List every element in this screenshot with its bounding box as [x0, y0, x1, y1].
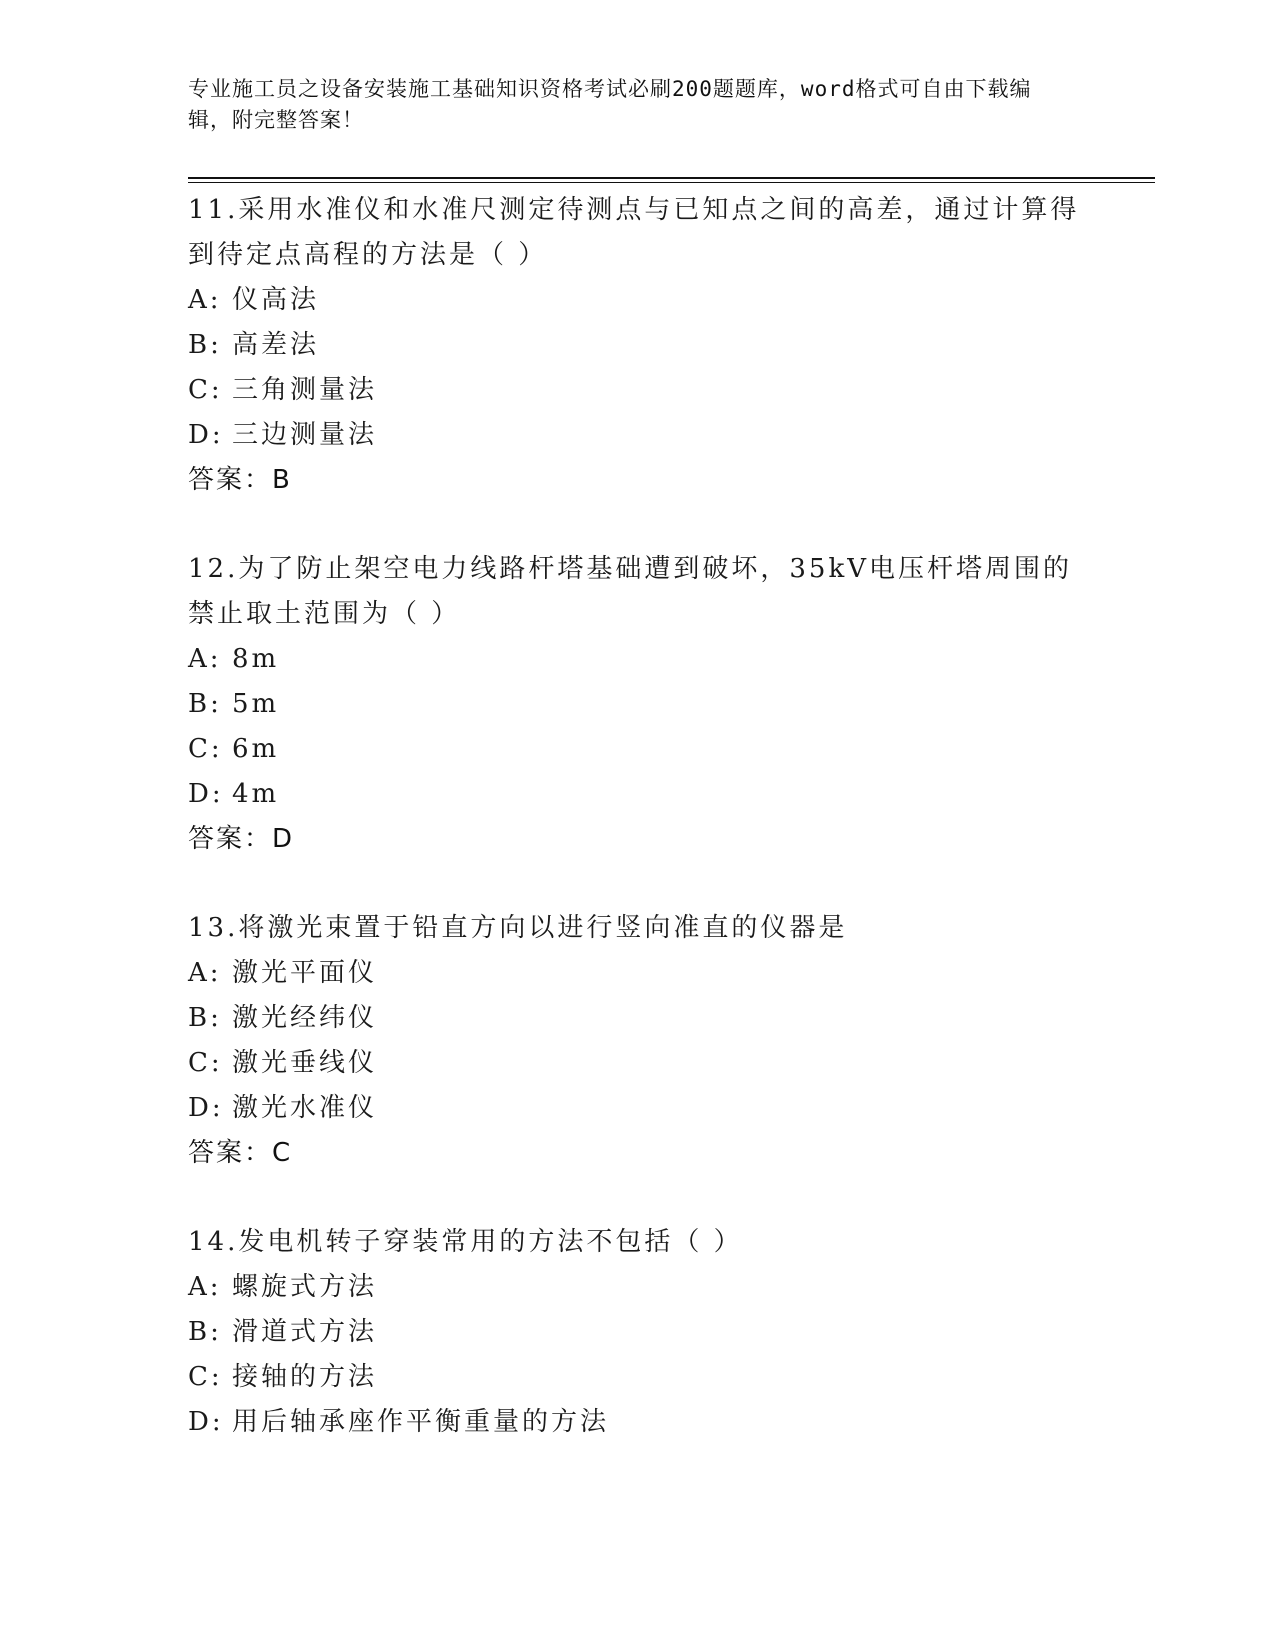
option-a — [188, 637, 1088, 682]
option-letter: C: — [188, 734, 223, 764]
question-number: 14. — [188, 1227, 239, 1257]
question-text — [188, 547, 1088, 637]
question-text — [188, 1220, 1088, 1265]
question-number: 12. — [188, 554, 239, 584]
question-number: 13. — [188, 913, 239, 943]
answer: 答案：B — [188, 465, 292, 495]
option-b — [188, 996, 1088, 1041]
option-c — [188, 727, 1088, 772]
option-letter: D: — [188, 420, 224, 450]
option-text: 滑道式方法 — [232, 1317, 378, 1347]
option-text: 激光水准仪 — [232, 1093, 378, 1123]
question-list — [188, 188, 1088, 1489]
option-b — [188, 323, 1088, 368]
answer: 答案：C — [188, 1138, 293, 1168]
document-header: 专业施工员之设备安装施工基础知识资格考试必刷200题题库，word格式可自由下载编辑，附完整答案！ — [188, 77, 1032, 132]
question-12 — [188, 547, 1088, 862]
option-text: 三边测量法 — [232, 420, 378, 450]
option-c — [188, 1041, 1088, 1086]
option-text: 三角测量法 — [232, 375, 378, 405]
question-13 — [188, 906, 1088, 1176]
question-14 — [188, 1220, 1088, 1445]
option-letter: B: — [188, 1003, 222, 1033]
option-letter: D: — [188, 1407, 224, 1437]
option-d — [188, 1086, 1088, 1131]
option-letter: A: — [188, 285, 222, 315]
option-text: 5m — [232, 689, 280, 719]
option-letter: B: — [188, 689, 222, 719]
option-text: 8m — [232, 644, 280, 674]
option-a — [188, 1265, 1088, 1310]
option-letter: A: — [188, 644, 222, 674]
option-letter: C: — [188, 375, 223, 405]
option-d — [188, 772, 1088, 817]
option-text: 激光经纬仪 — [232, 1003, 378, 1033]
option-letter: D: — [188, 779, 224, 809]
question-text — [188, 188, 1088, 278]
header-divider-thin — [188, 182, 1155, 183]
question-11 — [188, 188, 1088, 503]
option-letter: A: — [188, 1272, 222, 1302]
option-text: 螺旋式方法 — [232, 1272, 378, 1302]
option-text: 激光平面仪 — [232, 958, 378, 988]
question-body: 采用水准仪和水准尺测定待测点与已知点之间的高差，通过计算得到待定点高程的方法是（ ） — [188, 195, 1080, 270]
option-text: 4m — [232, 779, 280, 809]
option-d — [188, 1400, 1088, 1445]
question-number: 11. — [188, 195, 239, 225]
option-letter: B: — [188, 330, 222, 360]
option-d — [188, 413, 1088, 458]
option-text: 6m — [232, 734, 280, 764]
option-a — [188, 278, 1088, 323]
option-letter: C: — [188, 1048, 223, 1078]
option-text: 用后轴承座作平衡重量的方法 — [232, 1407, 610, 1437]
option-letter: B: — [188, 1317, 222, 1347]
option-text: 接轴的方法 — [232, 1362, 378, 1392]
option-text: 高差法 — [232, 330, 320, 360]
option-b — [188, 682, 1088, 727]
option-a — [188, 951, 1088, 996]
header-divider-thick — [188, 177, 1155, 179]
question-body: 发电机转子穿装常用的方法不包括（ ） — [238, 1227, 743, 1257]
option-letter: C: — [188, 1362, 223, 1392]
option-letter: D: — [188, 1093, 224, 1123]
option-c — [188, 1355, 1088, 1400]
question-text — [188, 906, 1088, 951]
question-body: 将激光束置于铅直方向以进行竖向准直的仪器是 — [238, 913, 848, 943]
question-body: 为了防止架空电力线路杆塔基础遭到破坏，35kV电压杆塔周围的禁止取土范围为（ ） — [188, 554, 1072, 629]
option-c — [188, 368, 1088, 413]
option-b — [188, 1310, 1088, 1355]
option-letter: A: — [188, 958, 222, 988]
option-text: 仪高法 — [232, 285, 320, 315]
answer: 答案：D — [188, 824, 295, 854]
option-text: 激光垂线仪 — [232, 1048, 378, 1078]
